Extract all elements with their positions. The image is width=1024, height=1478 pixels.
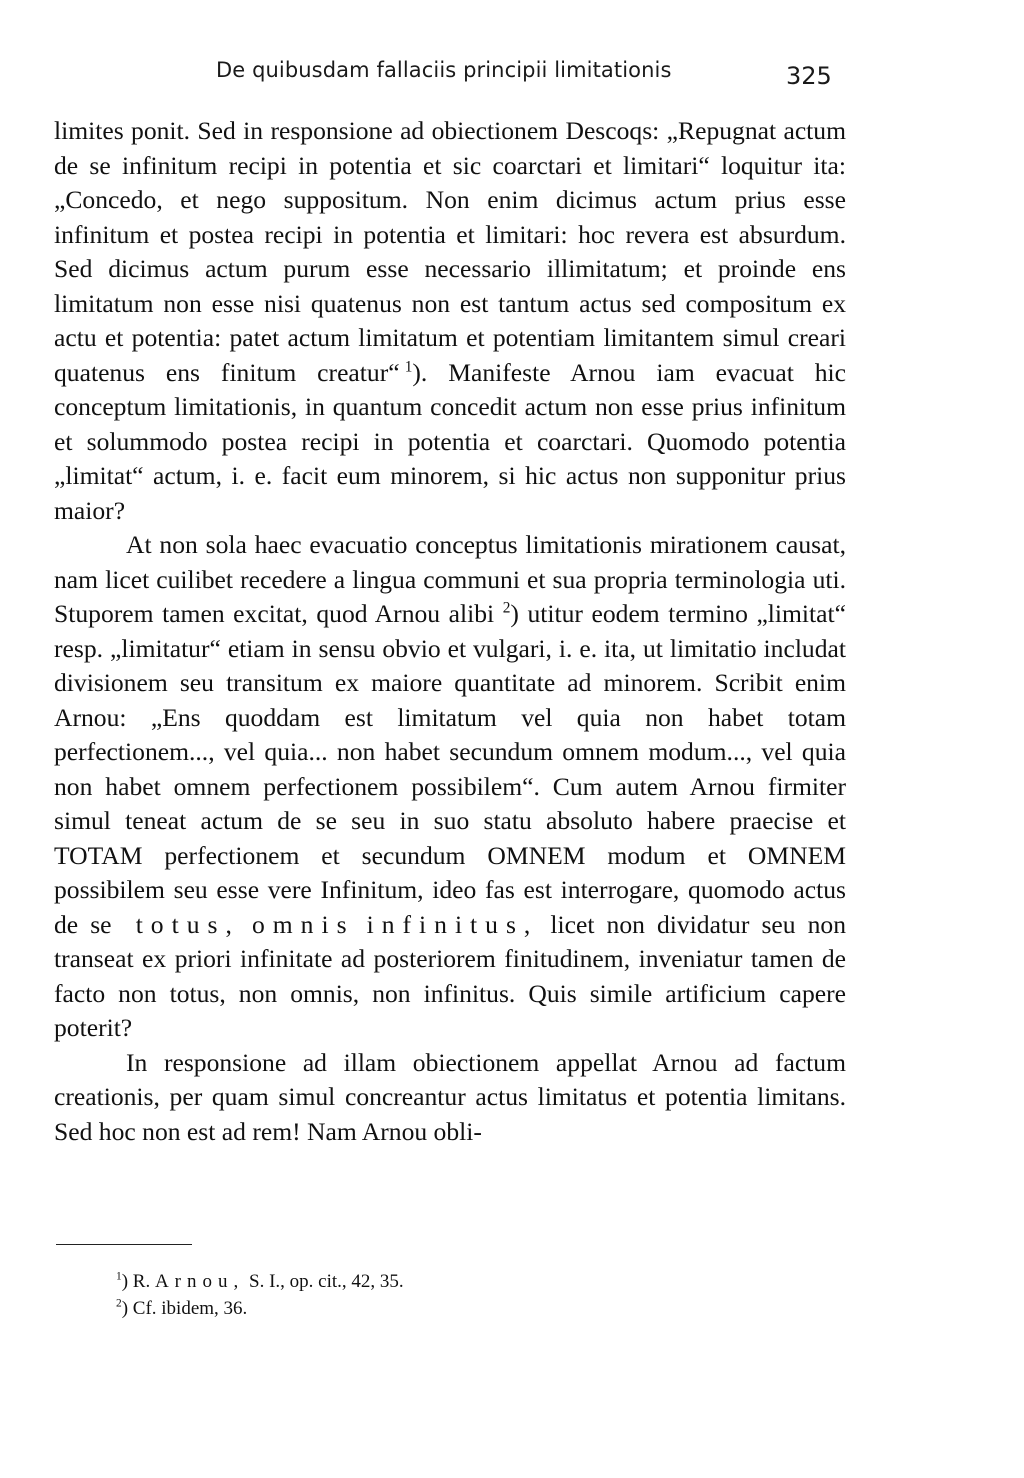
footnote-divider [56,1244,192,1245]
footnote-2-prefix: ) Cf. ibidem, 36. [121,1298,248,1319]
footnote-2-mark: 2 [116,1297,122,1310]
spaced-word-infinitus: infinitus, [366,909,539,939]
body-text [54,114,846,1149]
paragraph-3-text: In responsione ad illam obiectionem appellat Arnou ad factum creationis, per quam simul concreantur actus limitatus et potentia limitans. Sed hoc non est ad rem! Nam Arnou obli- [54,1047,846,1146]
running-head: De quibusdam fallaciis principii limitationis [216,58,672,82]
footnote-1-mark: 1 [116,1270,122,1283]
footnote-1-rest: S. I., op. cit., 42, 35. [249,1271,404,1292]
paragraph-1-text: limites ponit. Sed in responsione ad obiectionem Descoqs: „Repugnat actum de se infinitum recipi in potentia et sic coarctari et limitari“ loquitur ita: „Concedo, et nego suppositum. Non enim dicimus actum prius esse infinitum et postea recipi in potentia et limitari: hoc revera est absurdum. Sed dicimus actum purum esse necessario illimitatum; et proinde ens limitatum non esse nisi quatenus non est tantum actus sed compositum ex actu et potentia: patet actum limitatum et potentiam limitantem simul creari quatenus ens finitum creatur“ [54,116,846,387]
footnote-1-prefix: ) R. [121,1271,151,1292]
footnote-2 [116,1295,816,1322]
paragraph-2-text-c: licet non dividatur seu non transeat ex priori infinitate ad posteriorem finitudinem, inveniatur tamen de facto non totus, non omnis, non infinitus. Quis simile artificium capere poterit? [54,909,847,1042]
paragraph-2-text-a: At non sola haec evacuatio conceptus limitationis mirationem causat, nam licet cuilibet recedere a lingua communi et sua propria terminologia uti. Stuporem tamen excitat, quod Arnou alibi [54,530,846,628]
paragraph-2 [54,528,846,1046]
spaced-word-omnis: omnis [251,909,355,939]
paragraph-1-text-after: ). Manifeste Arnou iam evacuat hic conceptum limitationis, in quantum concedit actum non esse prius infinitum et solummodo postea recipi in potentia et coarctari. Quomodo potentia „limitat“ actum, i. e. facit eum minorem, si hic actus non supponitur prius maior? [54,357,846,525]
page-number: 325 [786,62,832,90]
footnote-ref-2: 2 [502,599,511,617]
paragraph-2-text-b: ) utitur eodem termino „limitat“ resp. „limitatur“ etiam in sensu obvio et vulgari, i. e. ita, ut limitatio includat divisionem seu transitum ex maiore quantitate ad minorem. Scribit enim Arnou: „Ens quoddam est limitatum vel quia non habet totam perfectionem..., vel quia... non habet secundum omnem modum..., vel quia non habet omnem perfectionem possibilem“. Cum autem Arnou firmiter simul teneat actum de se seu in suo statu absoluto habere praecise et TOTAM perfectionem et secundum OMNEM modum et OMNEM possibilem seu esse vere Infinitum, ideo fas est interrogare, quomodo actus de se [54,599,846,939]
footnotes [116,1268,816,1322]
footnote-1-author: Arnou, [154,1271,245,1292]
footnote-1 [116,1268,816,1295]
footnote-ref-1: 1 [404,357,413,375]
spaced-word-totus: totus, [135,909,240,939]
paragraph-3 [54,1046,846,1150]
paragraph-1 [54,114,846,528]
